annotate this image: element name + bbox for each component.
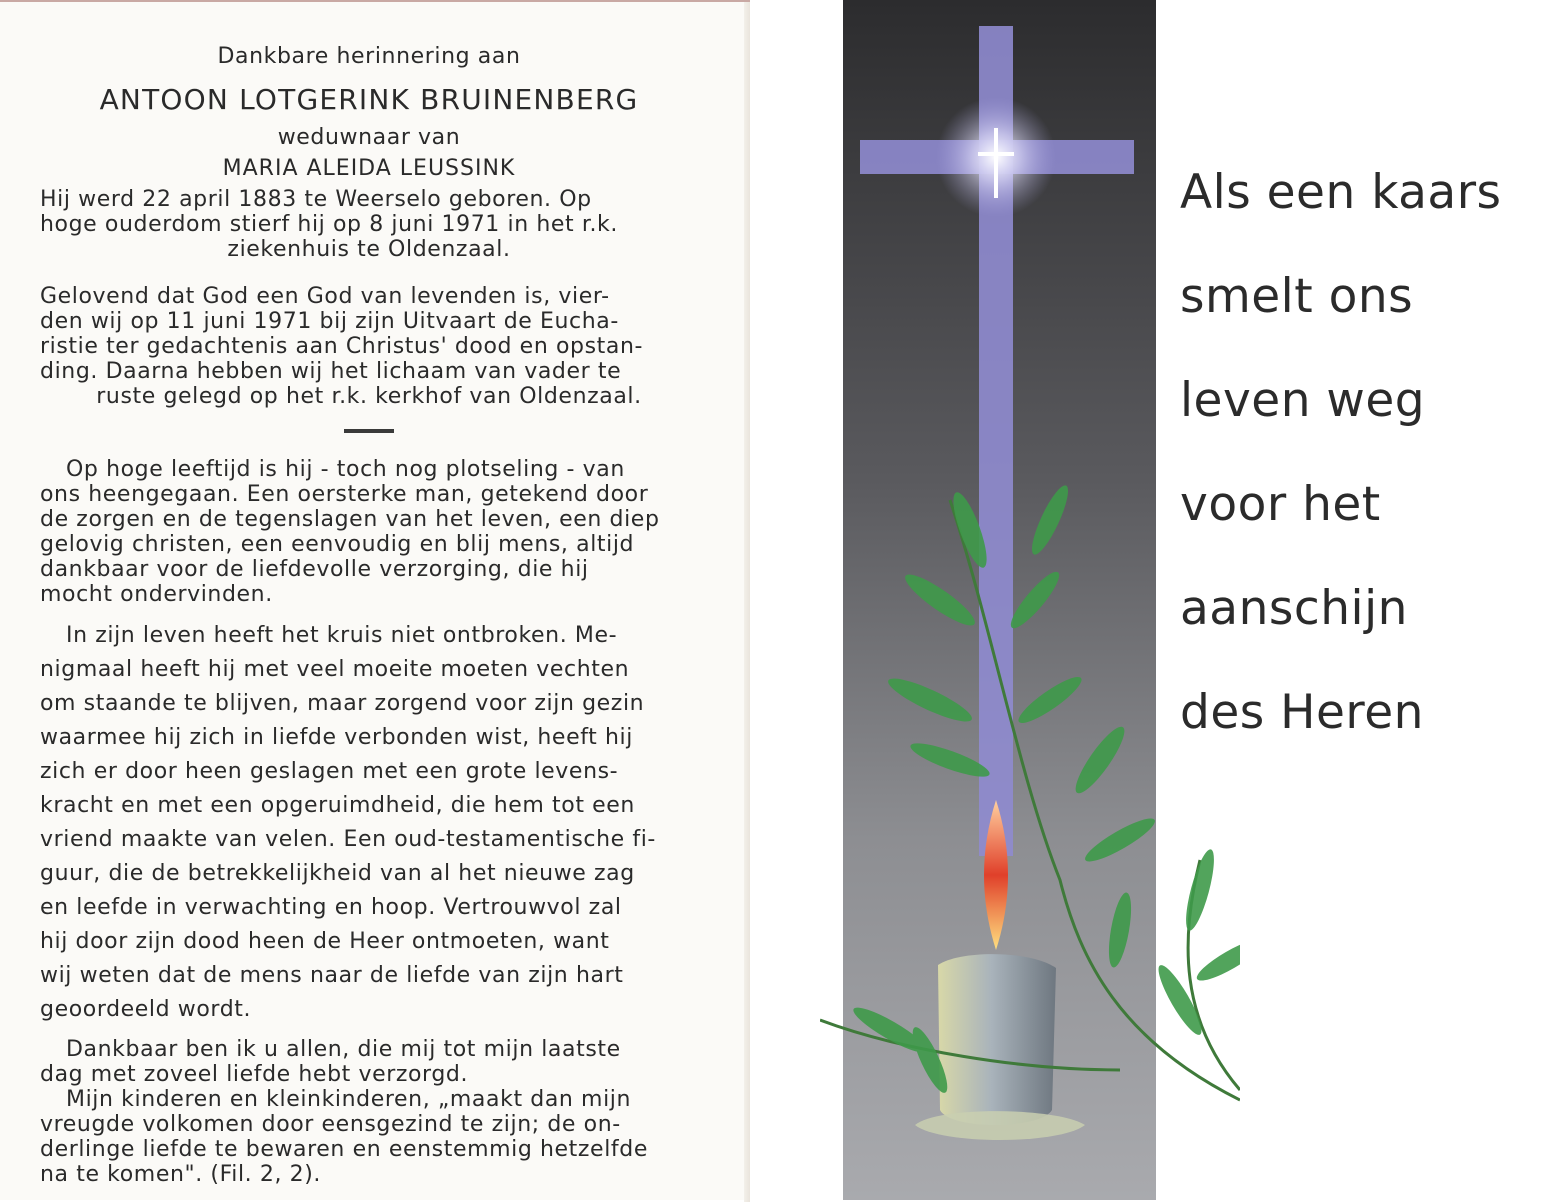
quote-line: Mijn kinderen en kleinkinderen, „maakt dan mijn bbox=[66, 1087, 632, 1112]
intro-line: Dankbare herinnering aan bbox=[217, 44, 521, 69]
thanks-line: dag met zoveel liefde hebt verzorgd. bbox=[40, 1062, 469, 1087]
prayer-card-text-side bbox=[0, 0, 750, 1200]
thanks-paragraph bbox=[40, 1037, 698, 1187]
cross-line: om staande te blijven, maar zorgend voor zijn gezin bbox=[40, 691, 645, 716]
poem bbox=[1180, 160, 1540, 784]
mass-line: Gelovend dat God een God van levenden is, vier- bbox=[40, 284, 610, 309]
cross-line: waarmee hij zich in liefde verbonden wist, heeft hij bbox=[40, 725, 633, 750]
poem-line: des Heren bbox=[1180, 685, 1424, 740]
cross-paragraph bbox=[40, 619, 698, 1027]
quote-line: derlinge liefde te bewaren en eenstemmig hetzelfde bbox=[40, 1137, 648, 1162]
life-line: ons heengegaan. Een oersterke man, getekend door bbox=[40, 482, 649, 507]
poem-line: aanschijn bbox=[1180, 581, 1408, 636]
life-line: mocht ondervinden. bbox=[40, 582, 273, 607]
mass-line: den wij op 11 juni 1971 bij zijn Uitvaart de Eucha- bbox=[40, 309, 619, 334]
cross-line: In zijn leven heeft het kruis niet ontbroken. Me- bbox=[66, 623, 618, 648]
life-paragraph bbox=[40, 457, 698, 607]
life-line: gelovig christen, een eenvoudig en blij mens, altijd bbox=[40, 532, 635, 557]
bio-line: ziekenhuis te Oldenzaal. bbox=[227, 237, 511, 262]
spouse-name: MARIA ALEIDA LEUSSINK bbox=[222, 156, 516, 181]
cross-line: vriend maakte van velen. Een oud-testamentische fi- bbox=[40, 827, 656, 852]
mass-line: ristie ter gedachtenis aan Christus' dood en opstan- bbox=[40, 334, 644, 359]
bio-paragraph bbox=[40, 187, 698, 262]
bio-line: Hij werd 22 april 1883 te Weerselo geboren. Op bbox=[40, 187, 592, 212]
mass-line: ruste gelegd op het r.k. kerkhof van Oldenzaal. bbox=[96, 384, 642, 409]
poem-line: voor het bbox=[1180, 477, 1381, 532]
thanks-line: Dankbaar ben ik u allen, die mij tot mijn laatste bbox=[66, 1037, 621, 1062]
bio-line: hoge ouderdom stierf hij op 8 juni 1971 in het r.k. bbox=[40, 212, 618, 237]
cross-line: kracht en met een opgeruimdheid, die hem tot een bbox=[40, 793, 635, 818]
cross-line: geoordeeld wordt. bbox=[40, 997, 252, 1022]
quote-line: vreugde volkomen door eensgezind te zijn; de on- bbox=[40, 1112, 621, 1137]
divider-rule bbox=[344, 429, 394, 433]
life-line: de zorgen en de tegenslagen van het leven, een diep bbox=[40, 507, 660, 532]
candle bbox=[938, 954, 1056, 1125]
deceased-name: ANTOON LOTGERINK BRUINENBERG bbox=[99, 83, 639, 116]
mass-line: ding. Daarna hebben wij het lichaam van vader te bbox=[40, 359, 622, 384]
text-column bbox=[40, 38, 698, 1187]
cross-line: guur, die de betrekkelijkheid van al het nieuwe zag bbox=[40, 861, 635, 886]
cross-line: zich er door heen geslagen met een grote levens- bbox=[40, 759, 619, 784]
life-line: dankbaar voor de liefdevolle verzorging, die hij bbox=[40, 557, 589, 582]
cross-line: wij weten dat de mens naar de liefde van zijn hart bbox=[40, 963, 624, 988]
relation-line: weduwnaar van bbox=[277, 125, 461, 150]
cross-line: en leefde in verwachting en hoop. Vertrouwvol zal bbox=[40, 895, 622, 920]
cross-line: nigmaal heeft hij met veel moeite moeten vechten bbox=[40, 657, 630, 682]
life-line: Op hoge leeftijd is hij - toch nog plotseling - van bbox=[66, 457, 625, 482]
poem-line: leven weg bbox=[1180, 373, 1426, 428]
quote-line: na te komen". (Fil. 2, 2). bbox=[40, 1162, 322, 1187]
poem-line: Als een kaars bbox=[1180, 165, 1502, 220]
cross-line: hij door zijn dood heen de Heer ontmoeten, want bbox=[40, 929, 610, 954]
card-edge bbox=[744, 2, 750, 1202]
mass-paragraph bbox=[40, 284, 698, 409]
cross-candle-illustration bbox=[820, 0, 1240, 1200]
poem-line: smelt ons bbox=[1180, 269, 1414, 324]
